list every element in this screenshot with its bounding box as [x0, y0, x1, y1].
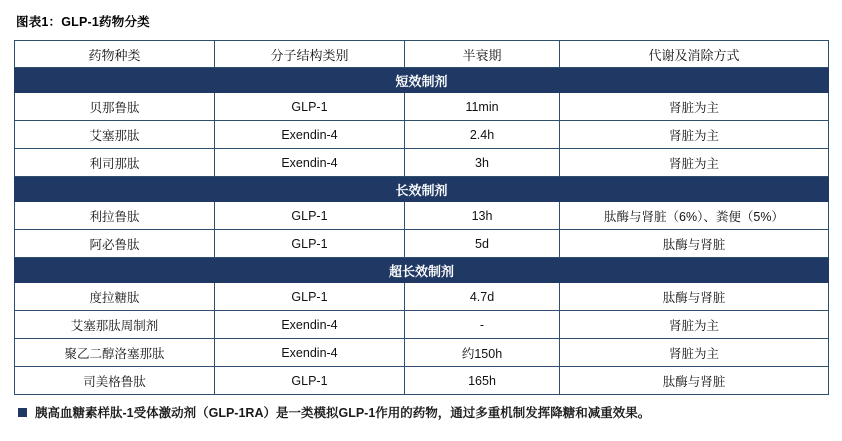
cell-structure: GLP-1: [215, 202, 405, 230]
cell-metabolism: 肽酶与肾脏: [560, 367, 829, 395]
cell-half-life: 5d: [405, 230, 560, 258]
section-header-row: [15, 68, 829, 93]
cell-drug-name: 阿必鲁肽: [15, 230, 215, 258]
cell-metabolism: 肽酶与肾脏（6%）、粪便（5%）: [560, 202, 829, 230]
section-title-long-acting: 长效制剂: [15, 177, 829, 202]
table-row: [15, 121, 829, 149]
column-header-molecular-structure: 分子结构类别: [215, 41, 405, 68]
cell-metabolism: 肾脏为主: [560, 339, 829, 367]
glp1-drug-classification-table: [14, 40, 829, 395]
column-header-drug-type: 药物种类: [15, 41, 215, 68]
cell-metabolism: 肽酶与肾脏: [560, 283, 829, 311]
cell-half-life: 2.4h: [405, 121, 560, 149]
section-title-short-acting: 短效制剂: [15, 68, 829, 93]
cell-half-life: -: [405, 311, 560, 339]
table-header-row: [15, 41, 829, 68]
table-row: [15, 367, 829, 395]
table-row: [15, 339, 829, 367]
table-header: [15, 41, 829, 68]
cell-drug-name: 艾塞那肽: [15, 121, 215, 149]
table-row: [15, 311, 829, 339]
footnote-text: 胰高血糖素样肽-1受体激动剂（GLP-1RA）是一类模拟GLP-1作用的药物，通过多重机制发挥降糖和减重效果。: [35, 406, 651, 420]
cell-half-life: 约150h: [405, 339, 560, 367]
cell-structure: Exendin-4: [215, 121, 405, 149]
cell-structure: Exendin-4: [215, 311, 405, 339]
table-row: [15, 149, 829, 177]
cell-drug-name: 利拉鲁肽: [15, 202, 215, 230]
cell-drug-name: 艾塞那肽周制剂: [15, 311, 215, 339]
cell-structure: Exendin-4: [215, 339, 405, 367]
section-title-ultra-long-acting: 超长效制剂: [15, 258, 829, 283]
cell-half-life: 165h: [405, 367, 560, 395]
section-header-row: [15, 177, 829, 202]
table-row: [15, 283, 829, 311]
cell-drug-name: 度拉糖肽: [15, 283, 215, 311]
cell-structure: GLP-1: [215, 283, 405, 311]
cell-half-life: 11min: [405, 93, 560, 121]
table-row: [15, 202, 829, 230]
section-header-row: [15, 258, 829, 283]
cell-metabolism: 肽酶与肾脏: [560, 230, 829, 258]
cell-drug-name: 司美格鲁肽: [15, 367, 215, 395]
cell-structure: GLP-1: [215, 367, 405, 395]
cell-drug-name: 贝那鲁肽: [15, 93, 215, 121]
cell-metabolism: 肾脏为主: [560, 311, 829, 339]
cell-drug-name: 利司那肽: [15, 149, 215, 177]
cell-structure: GLP-1: [215, 230, 405, 258]
figure-caption: 图表1：GLP-1药物分类: [16, 15, 150, 29]
square-bullet-icon: [18, 408, 27, 417]
cell-drug-name: 聚乙二醇洛塞那肽: [15, 339, 215, 367]
cell-half-life: 13h: [405, 202, 560, 230]
cell-structure: Exendin-4: [215, 149, 405, 177]
cell-structure: GLP-1: [215, 93, 405, 121]
cell-metabolism: 肾脏为主: [560, 93, 829, 121]
table-body: [15, 68, 829, 395]
footnote: [14, 405, 828, 421]
column-header-metabolism: 代谢及消除方式: [560, 41, 829, 68]
cell-half-life: 4.7d: [405, 283, 560, 311]
cell-metabolism: 肾脏为主: [560, 149, 829, 177]
cell-half-life: 3h: [405, 149, 560, 177]
column-header-half-life: 半衰期: [405, 41, 560, 68]
table-row: [15, 230, 829, 258]
table-row: [15, 93, 829, 121]
cell-metabolism: 肾脏为主: [560, 121, 829, 149]
